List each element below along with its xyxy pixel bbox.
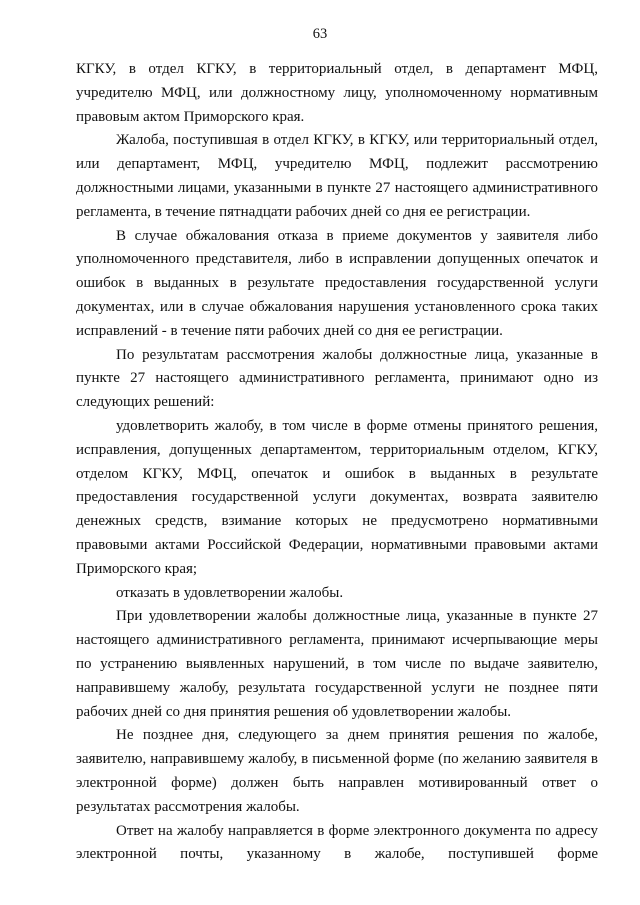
page-number: 63 [312,26,328,42]
paragraph: По результатам рассмотрения жалобы должностные лица, указанные в пункте 27 настоящего административного регламента, принимают одно из следующих решений: [76,346,598,411]
paragraph: При удовлетворении жалобы должностные лица, указанные в пункте 27 настоящего административного регламента, принимают исчерпывающие меры по устранению выявленных нарушений, в том числе по выдаче заявителю, направившему жалобу, результата государственной услуги не позднее пяти рабочих дней со дня принятия решения об удовлетворении жалобы. [76,608,598,720]
document-body [76,58,598,867]
paragraph: отказать в удовлетворении жалобы. [116,584,344,601]
paragraph: Жалоба, поступившая в отдел КГКУ, в КГКУ, или территориальный отдел, или департамент, МФЦ, учредителю МФЦ, подлежит рассмотрению должностными лицами, указанными в пункте 27 настоящего административного регламента, в течение пятнадцати рабочих дней со дня ее регистрации. [76,132,598,220]
paragraph-continues-next-page: Ответ на жалобу направляется в форме электронного документа по адресу электронной почты, указанному в жалобе, поступившей форме [76,822,598,863]
paragraph: удовлетворить жалобу, в том числе в форме отмены принятого решения, исправления, допущенных департаментом, территориальным отделом, КГКУ, отделом КГКУ, МФЦ, опечаток и ошибок в выданных в результате предоставления государственной услуги документах, возврата заявителю денежных средств, взимание которых не предусмотрено нормативными правовыми актами Российской Федерации, нормативными правовыми актами Приморского края; [76,417,598,577]
paragraph: В случае обжалования отказа в приеме документов у заявителя либо уполномоченного представителя, либо в исправлении допущенных опечаток и ошибок в выданных в результате предоставления государственной услуги документах, или в случае обжалования нарушения установленного срока таких исправлений - в течение пяти рабочих дней со дня ее регистрации. [76,227,598,339]
paragraph-continuation: КГКУ, в отдел КГКУ, в территориальный отдел, в департамент МФЦ, учредителю МФЦ, или должностному лицу, уполномоченному нормативным правовым актом Приморского края. [76,61,598,125]
paragraph: Не позднее дня, следующего за днем принятия решения по жалобе, заявителю, направившему жалобу, в письменной форме (по желанию заявителя в электронной форме) должен быть направлен мотивированный ответ о результатах рассмотрения жалобы. [76,727,598,815]
